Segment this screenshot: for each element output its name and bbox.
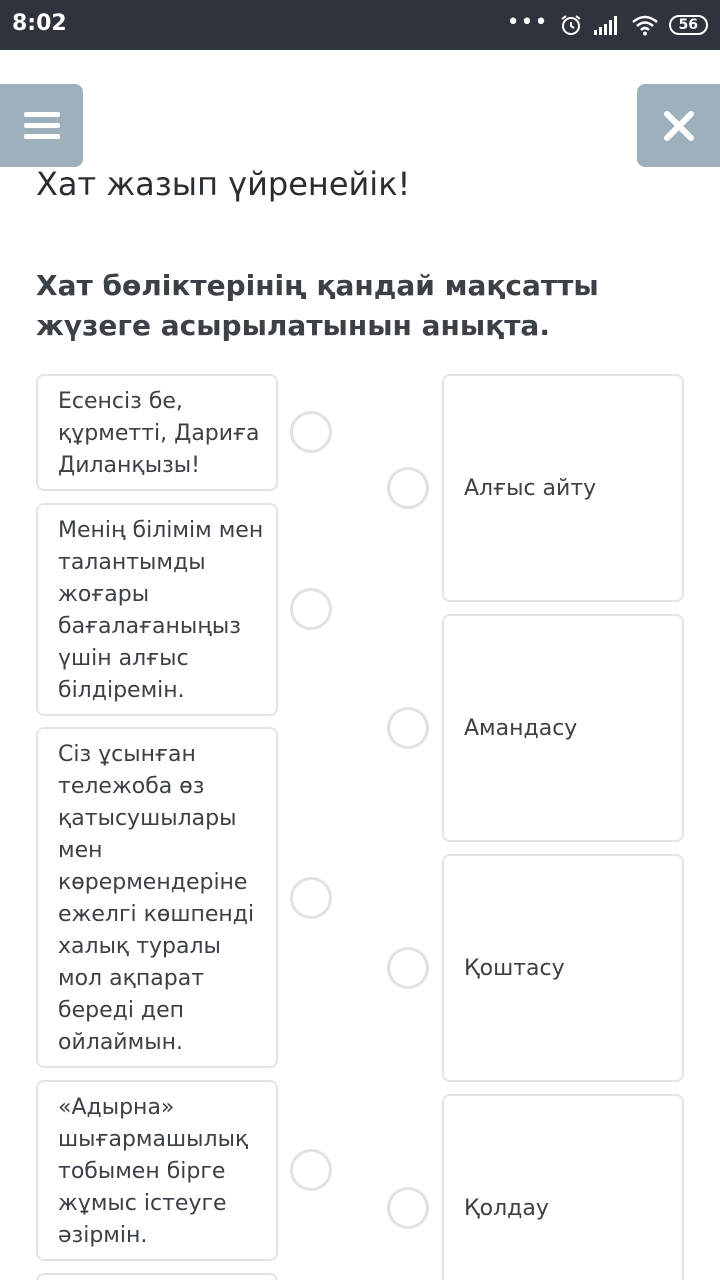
right-connector-2[interactable]	[387, 707, 429, 749]
right-connector-1[interactable]	[387, 467, 429, 509]
alarm-icon	[559, 13, 583, 37]
left-item-4[interactable]: «Адырна» шығармашылық тобымен бірге жұмыс істеуге әзірмін.	[36, 1080, 278, 1261]
left-connector-4[interactable]	[290, 1149, 332, 1191]
right-connector-3[interactable]	[387, 947, 429, 989]
right-item-4[interactable]	[442, 1094, 684, 1280]
right-connector-4[interactable]	[387, 1187, 429, 1229]
menu-button[interactable]	[0, 84, 83, 167]
status-time: 8:02	[12, 11, 67, 36]
page-title: Хат жазып үйренейік!	[36, 165, 411, 203]
question-text: Хат бөліктерінің қандай мақсатты жүзеге асырылатынын анықта.	[36, 269, 599, 342]
hamburger-menu-icon	[22, 109, 62, 143]
status-icons	[507, 10, 708, 40]
right-item-label: Амандасу	[464, 715, 578, 741]
close-button[interactable]	[637, 84, 720, 167]
close-icon	[663, 110, 695, 142]
right-item-label: Алғыс айту	[464, 475, 597, 501]
left-item-1[interactable]: Есенсіз бе, құрметті, Дариға Диланқызы!	[36, 374, 278, 491]
signal-icon	[593, 14, 621, 36]
right-item-label: Қоштасу	[464, 955, 565, 981]
left-item-2[interactable]: Менің білімім мен талантымды жоғары бағалағаныңыз үшін алғыс білдіремін.	[36, 503, 278, 716]
battery-indicator: 56	[669, 15, 708, 35]
left-connector-1[interactable]	[290, 411, 332, 453]
status-bar	[0, 0, 720, 50]
left-connector-3[interactable]	[290, 877, 332, 919]
wifi-icon	[631, 14, 659, 36]
left-item-3[interactable]: Сіз ұсынған тележоба өз қатысушылары мен көрермендеріне ежелгі көшпенді халық туралы мол ақпарат береді деп ойлаймын.	[36, 727, 278, 1068]
right-item-2[interactable]	[442, 614, 684, 842]
right-item-label: Қолдау	[464, 1195, 549, 1221]
more-dots: •••	[506, 10, 549, 35]
right-item-1[interactable]	[442, 374, 684, 602]
left-item-5[interactable]	[36, 1273, 278, 1280]
left-connector-2[interactable]	[290, 588, 332, 630]
right-item-3[interactable]	[442, 854, 684, 1082]
